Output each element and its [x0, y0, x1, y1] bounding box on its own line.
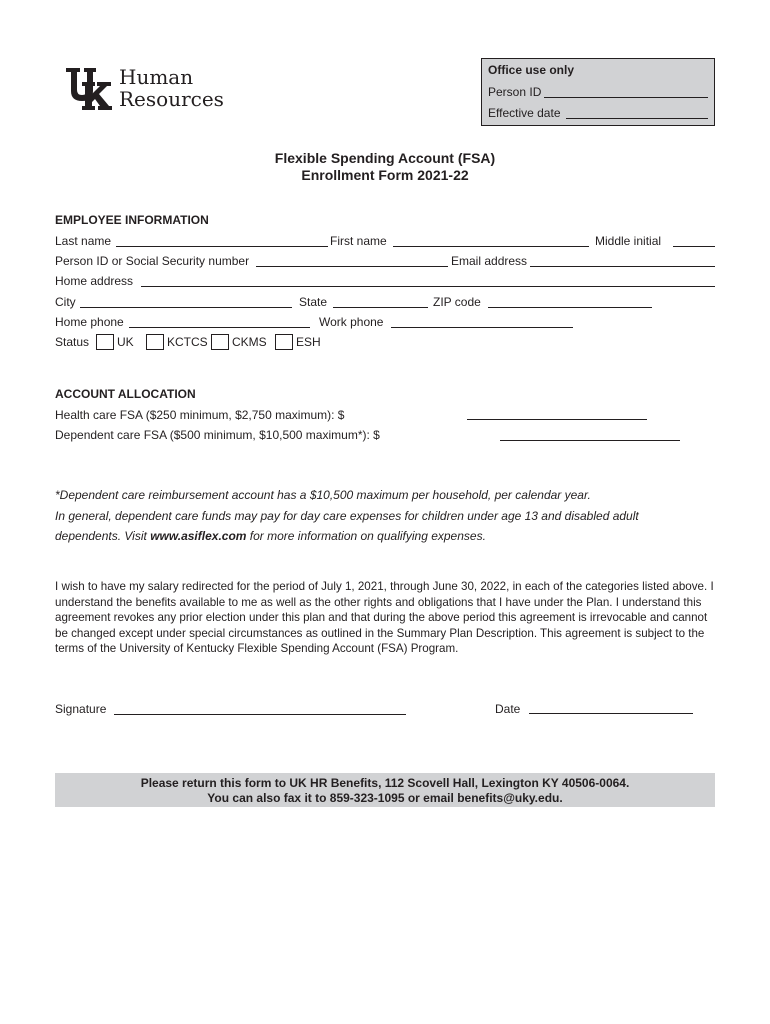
form-title: [0, 150, 770, 184]
logo-line-2: Resources: [119, 87, 224, 111]
effective-date-label: Effective date: [488, 106, 561, 120]
zip-field[interactable]: [488, 307, 652, 308]
status-esh-checkbox[interactable]: [275, 334, 293, 350]
last-name-label: Last name: [55, 234, 112, 248]
first-name-label: First name: [330, 234, 387, 248]
dependent-care-note-3: [55, 526, 715, 546]
status-label: Status: [55, 335, 90, 349]
account-allocation-heading: ACCOUNT ALLOCATION: [55, 387, 196, 401]
dependent-care-fsa-label: Dependent care FSA ($500 minimum, $10,500 maximum*): $: [55, 428, 380, 442]
status-uk-checkbox[interactable]: [96, 334, 114, 350]
return-instructions-footer: [55, 773, 715, 807]
footer-line-2: [55, 791, 715, 806]
work-phone-field[interactable]: [391, 327, 573, 328]
home-address-label: Home address: [55, 274, 134, 288]
city-field[interactable]: [80, 307, 292, 308]
note-text-pre: dependents. Visit: [55, 529, 151, 543]
middle-initial-label: Middle initial: [595, 234, 662, 248]
status-uk-label: UK: [117, 335, 134, 349]
home-phone-label: Home phone: [55, 315, 124, 329]
home-address-field[interactable]: [141, 286, 715, 287]
footer-line-1: Please return this form to UK HR Benefits, 112 Scovell Hall, Lexington KY 40506-0064.: [140, 776, 630, 790]
health-care-fsa-field[interactable]: [467, 419, 647, 420]
logo-line-1: Human: [119, 65, 194, 89]
asiflex-link[interactable]: www.asiflex.com: [150, 529, 247, 543]
city-label: City: [55, 295, 76, 309]
footer-fax-pre: You can also fax it to: [207, 791, 330, 805]
form-title-line-2: Enrollment Form 2021-22: [301, 167, 469, 183]
home-phone-field[interactable]: [129, 327, 310, 328]
status-kctcs-checkbox[interactable]: [146, 334, 164, 350]
form-title-line-1: Flexible Spending Account (FSA): [274, 150, 496, 166]
person-id-ssn-label: Person ID or Social Security number: [55, 254, 250, 268]
note-text-post: for more information on qualifying expenses.: [246, 529, 486, 543]
office-use-title: Office use only: [488, 63, 575, 77]
fax-number: 859-323-1095: [329, 791, 405, 805]
dependent-care-fsa-field[interactable]: [500, 440, 680, 441]
footer-period: .: [559, 791, 563, 805]
signature-label: Signature: [55, 702, 107, 716]
benefits-email-link[interactable]: benefits@uky.edu: [457, 791, 560, 805]
first-name-field[interactable]: [393, 246, 589, 247]
health-care-fsa-label: Health care FSA ($250 minimum, $2,750 maximum): $: [55, 408, 345, 422]
date-field[interactable]: [529, 713, 693, 714]
person-id-ssn-field[interactable]: [256, 266, 448, 267]
status-kctcs-label: KCTCS: [167, 335, 208, 349]
footer-email-pre: or email: [404, 791, 458, 805]
email-field[interactable]: [530, 266, 715, 267]
state-field[interactable]: [333, 307, 428, 308]
date-label: Date: [495, 702, 521, 716]
agreement-paragraph: I wish to have my salary redirected for the period of July 1, 2021, through June 30, 2022, in each of the categories listed above. I understand the benefits available to me as well as the other rights and obligations that I have under the Plan. I understand this agreement revokes any prior election under this plan and that during the above period this agreement is irrevocable and cannot be changed except under special circumstances as outlined in the Summary Plan Description. This agreement is subject to the terms of the University of Kentucky Flexible Spending Account (FSA) Program.: [55, 580, 714, 655]
last-name-field[interactable]: [116, 246, 328, 247]
employee-info-heading: EMPLOYEE INFORMATION: [55, 213, 209, 227]
person-id-label: Person ID: [488, 85, 542, 99]
dependent-care-note-1: *Dependent care reimbursement account has a $10,500 maximum per household, per calendar year.: [55, 488, 591, 502]
work-phone-label: Work phone: [319, 315, 384, 329]
middle-initial-field[interactable]: [673, 246, 715, 247]
state-label: State: [299, 295, 328, 309]
status-ckms-label: CKMS: [232, 335, 267, 349]
signature-field[interactable]: [114, 714, 406, 715]
status-esh-label: ESH: [296, 335, 321, 349]
uk-logo-icon: [64, 68, 114, 110]
effective-date-line[interactable]: [566, 118, 708, 119]
office-use-box: [481, 58, 715, 126]
status-ckms-checkbox[interactable]: [211, 334, 229, 350]
email-label: Email address: [451, 254, 528, 268]
dependent-care-note-2: In general, dependent care funds may pay for day care expenses for children under age 13 and disabled adult: [55, 509, 639, 523]
zip-label: ZIP code: [433, 295, 481, 309]
person-id-line[interactable]: [544, 97, 708, 98]
logo-text: [119, 66, 224, 110]
